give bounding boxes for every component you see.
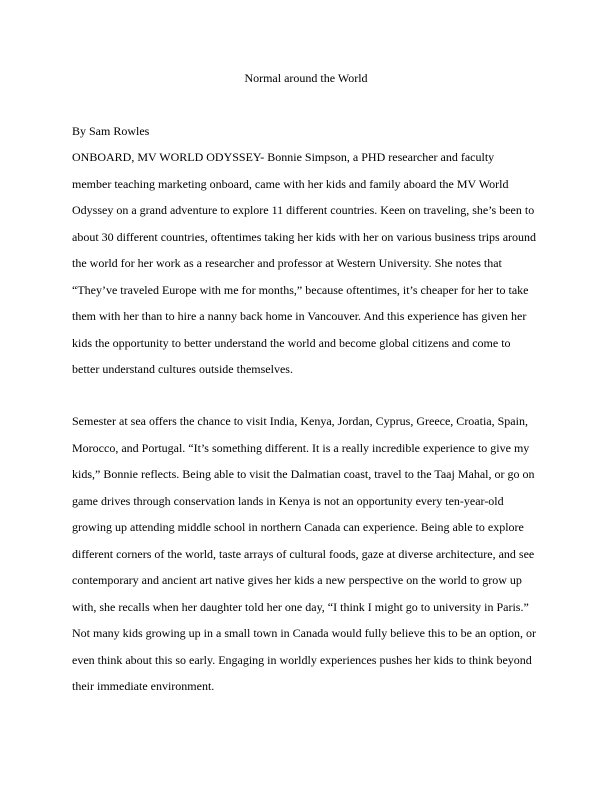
paragraph-line: ONBOARD, MV WORLD ODYSSEY- Bonnie Simpson, a PHD researcher and faculty xyxy=(72,150,495,164)
paragraph-2 xyxy=(72,413,552,705)
paragraph-line: Odyssey on a grand adventure to explore 11 different countries. Keen on traveling, she’s been to xyxy=(72,203,535,217)
paragraph-line: better understand cultures outside themselves. xyxy=(72,362,293,376)
paragraph-line: the world for her work as a researcher and professor at Western University. She notes that xyxy=(72,256,502,270)
paragraph-line: member teaching marketing onboard, came with her kids and family aboard the MV World xyxy=(72,176,509,191)
paragraph-line: them with her than to hire a nanny back home in Vancouver. And this experience has given her xyxy=(72,309,527,323)
paragraph-line: Not many kids growing up in a small town in Canada would fully believe this to be an option, or xyxy=(72,626,536,640)
paragraph-line: even think about this so early. Engaging in worldly experiences pushes her kids to think beyond xyxy=(72,652,532,667)
article-byline: By Sam Rowles xyxy=(72,124,150,138)
paragraph-line: contemporary and ancient art native gives her kids a new perspective on the world to grow up xyxy=(72,573,522,587)
paragraph-line: kids the opportunity to better understand the world and become global citizens and come to xyxy=(72,335,511,350)
paragraph-line: kids,” Bonnie reflects. Being able to visit the Dalmatian coast, travel to the Taaj Mahal, or go on xyxy=(72,467,535,481)
paragraph-line: Semester at sea offers the chance to visit India, Kenya, Jordan, Cyprus, Greece, Croatia, Spain, xyxy=(72,414,528,428)
paragraph-line: Morocco, and Portugal. “It’s something different. It is a really incredible experience to give my xyxy=(72,440,530,455)
paragraph-line: with, she recalls when her daughter told her one day, “I think I might go to university in Paris.” xyxy=(72,599,529,614)
paragraph-line: game drives through conservation lands in Kenya is not an opportunity every ten-year-old xyxy=(72,493,504,508)
paragraph-line: different corners of the world, taste arrays of cultural foods, gaze at diverse architecture, and see xyxy=(72,546,535,561)
paragraph-line: “They’ve traveled Europe with me for months,” because oftentimes, it’s cheaper for her to take xyxy=(72,282,529,297)
paragraph-line: their immediate environment. xyxy=(72,679,215,693)
article-title: Normal around the World xyxy=(244,71,368,85)
paragraph-line: about 30 different countries, oftentimes taking her kids with her on various business trips around xyxy=(72,229,537,244)
paragraph-line: growing up attending middle school in northern Canada can experience. Being able to explore xyxy=(72,520,524,534)
paragraph-1 xyxy=(72,149,552,388)
